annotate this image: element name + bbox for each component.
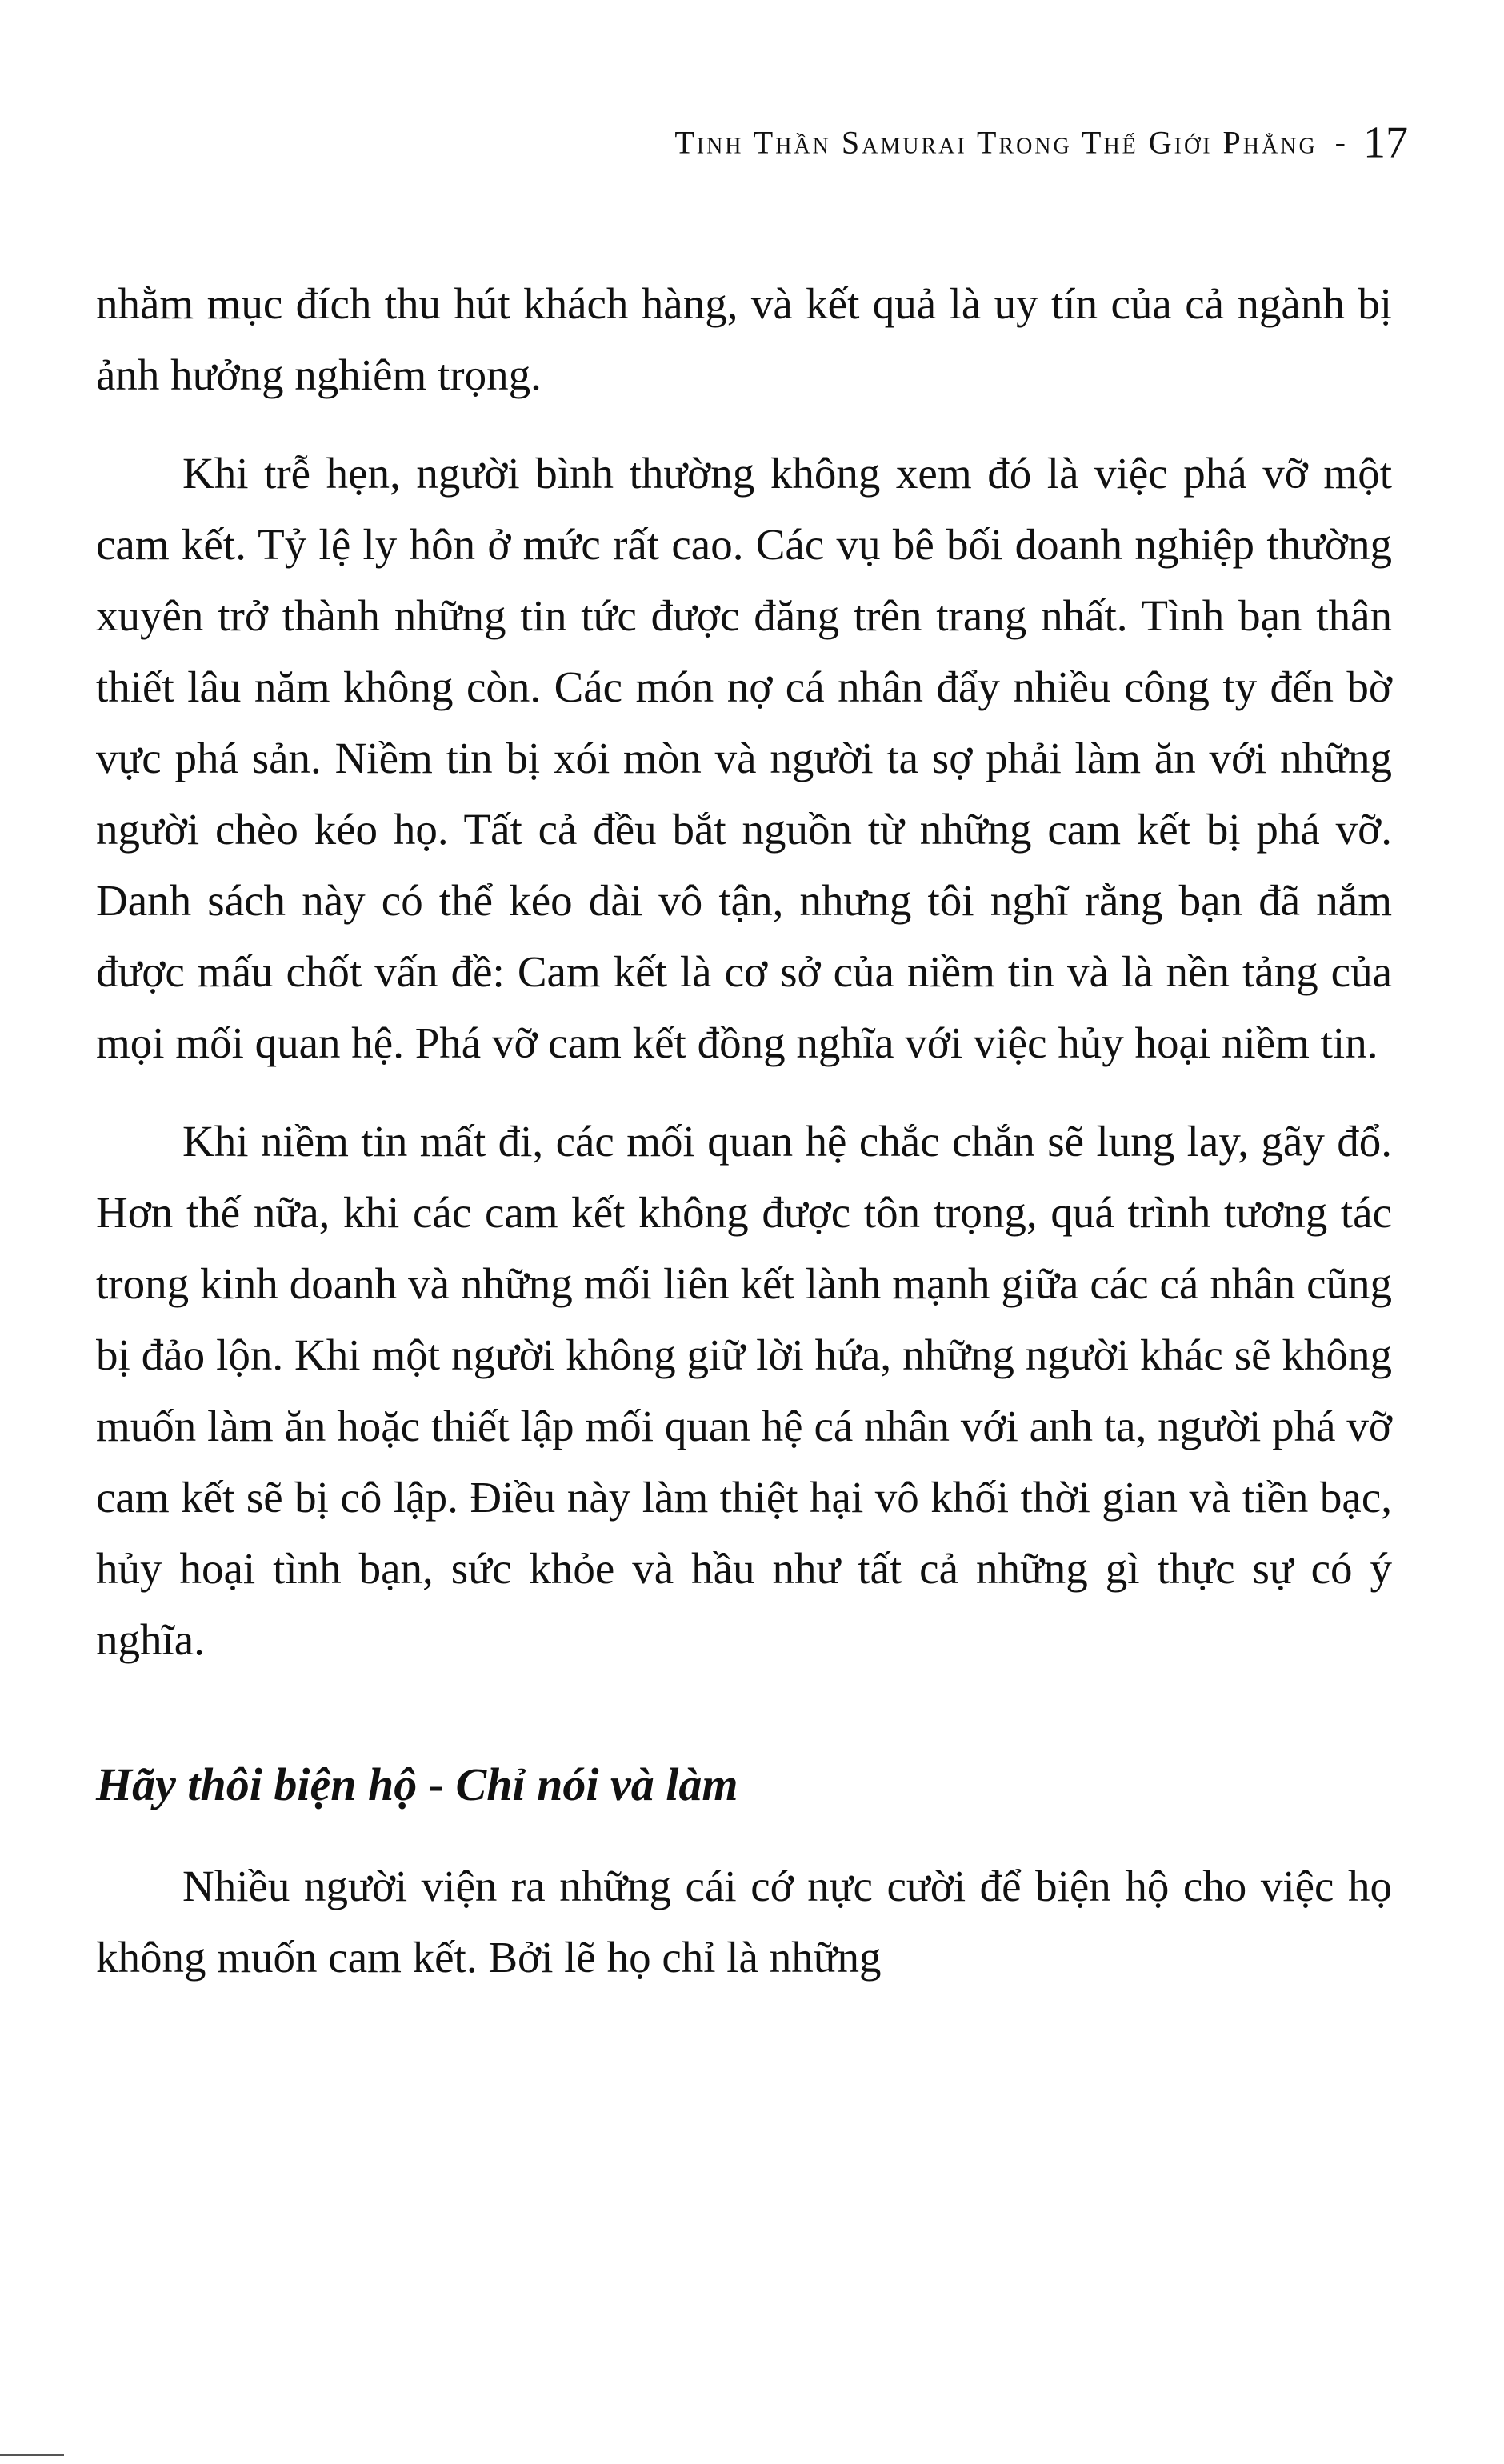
running-header (0, 118, 1504, 166)
paragraph-excuses: Nhiều người viện ra những cái cớ nực cười để biện hộ cho việc họ không muốn cam kết. Bởi lẽ họ chỉ là những (96, 1862, 1392, 1982)
body-text (96, 268, 1392, 1993)
page-edge-line (0, 2454, 64, 2456)
running-title: Tinh Thần Samurai Trong Thế Giới Phẳng (674, 124, 1318, 161)
page-number: 17 (1363, 118, 1408, 168)
section-heading: Hãy thôi biện hộ - Chỉ nói và làm (96, 1758, 738, 1810)
paragraph-continued: nhằm mục đích thu hút khách hàng, và kết quả là uy tín của cả ngành bị ảnh hưởng nghiêm trọng. (96, 279, 1392, 399)
paragraph-lost-trust: Khi niềm tin mất đi, các mối quan hệ chắc chắn sẽ lung lay, gãy đổ. Hơn thế nữa, khi các cam kết không được tôn trọng, quá trình tương tác trong kinh doanh và những mối liên kết lành mạnh giữa các cá nhân cũng bị đảo lộn. Khi một người không giữ lời hứa, những người khác sẽ không muốn làm ăn hoặc thiết lập mối quan hệ cá nhân với anh ta, người phá vỡ cam kết sẽ bị cô lập. Điều này làm thiệt hại vô khối thời gian và tiền bạc, hủy hoại tình bạn, sức khỏe và hầu như tất cả những gì thực sự có ý nghĩa. (96, 1117, 1392, 1664)
header-separator: - (1334, 124, 1346, 161)
paragraph-broken-commitments: Khi trễ hẹn, người bình thường không xem đó là việc phá vỡ một cam kết. Tỷ lệ ly hôn ở mức rất cao. Các vụ bê bối doanh nghiệp thường xuyên trở thành những tin tức được đăng trên trang nhất. Tình bạn thân thiết lâu năm không còn. Các món nợ cá nhân đẩy nhiều công ty đến bờ vực phá sản. Niềm tin bị xói mòn và người ta sợ phải làm ăn với những người chèo kéo họ. Tất cả đều bắt nguồn từ những cam kết bị phá vỡ. Danh sách này có thể kéo dài vô tận, nhưng tôi nghĩ rằng bạn đã nắm được mấu chốt vấn đề: Cam kết là cơ sở của niềm tin và là nền tảng của mọi mối quan hệ. Phá vỡ cam kết đồng nghĩa với việc hủy hoại niềm tin. (96, 449, 1392, 1067)
